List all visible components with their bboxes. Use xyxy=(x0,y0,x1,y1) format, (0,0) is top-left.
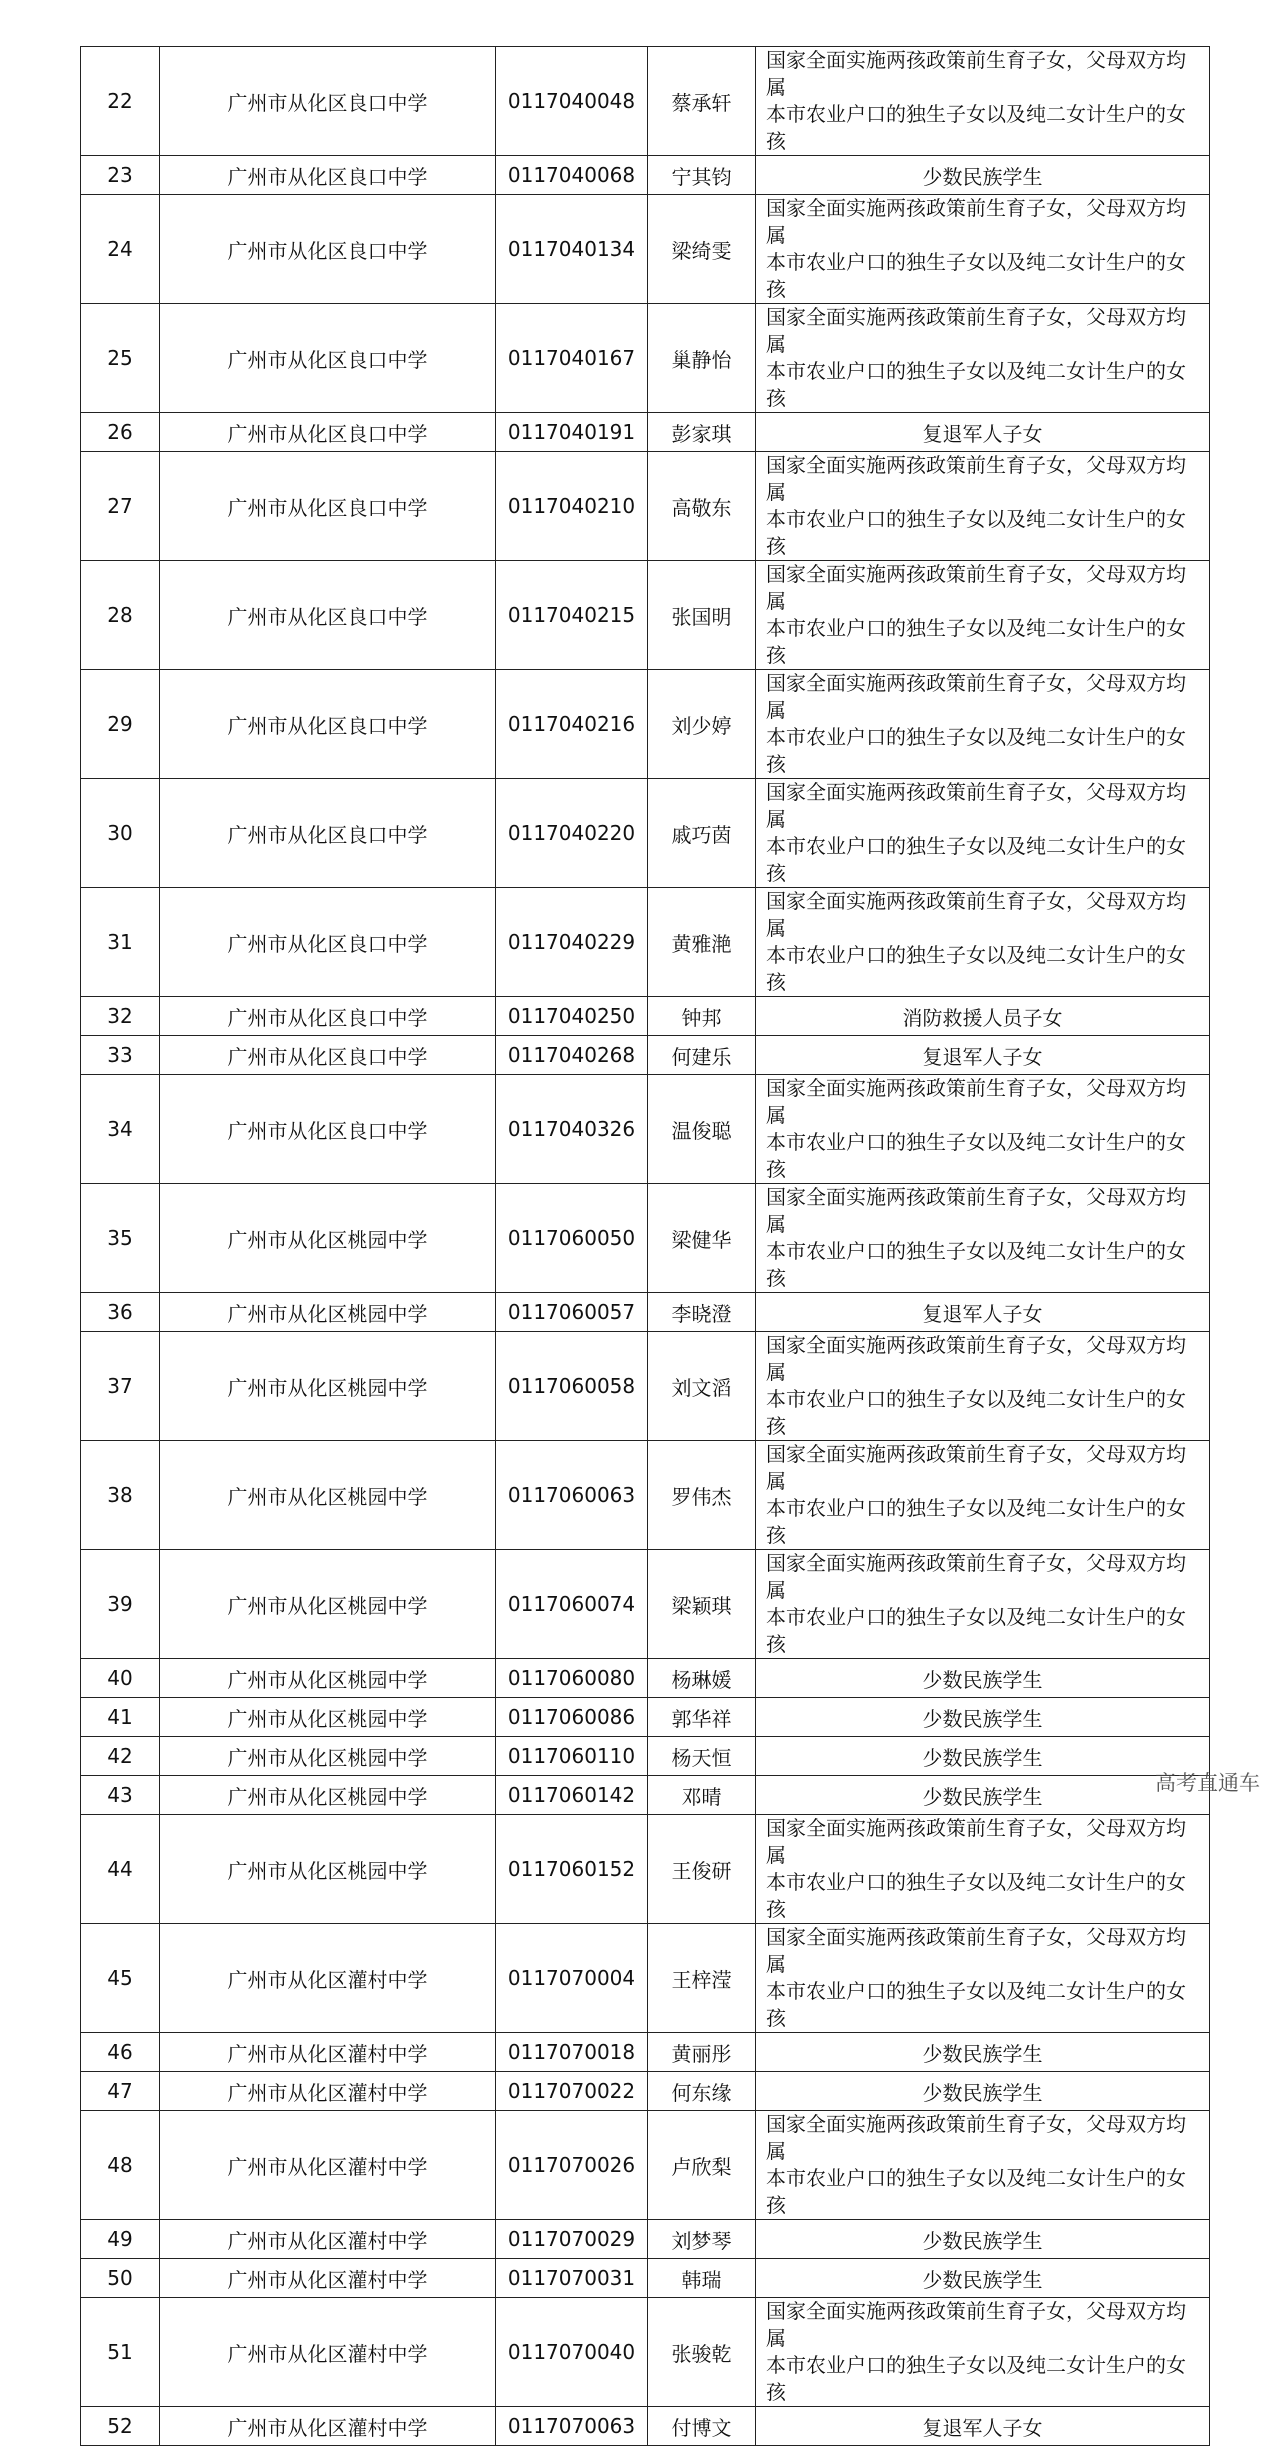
row-number: 38 xyxy=(81,1441,160,1550)
school-name: 广州市从化区灌村中学 xyxy=(160,1924,496,2033)
student-name: 郭华祥 xyxy=(648,1698,756,1737)
row-number: 51 xyxy=(81,2298,160,2407)
row-number: 50 xyxy=(81,2259,160,2298)
school-name: 广州市从化区桃园中学 xyxy=(160,1184,496,1293)
student-name: 巢静怡 xyxy=(648,304,756,413)
row-number: 29 xyxy=(81,670,160,779)
policy-note: 少数民族学生 xyxy=(756,2072,1210,2111)
row-number: 30 xyxy=(81,779,160,888)
policy-note: 少数民族学生 xyxy=(756,2220,1210,2259)
school-name: 广州市从化区良口中学 xyxy=(160,47,496,156)
exam-id: 0117060152 xyxy=(496,1815,648,1924)
policy-note: 少数民族学生 xyxy=(756,1698,1210,1737)
student-name: 宁其钧 xyxy=(648,156,756,195)
table-row xyxy=(81,304,1210,413)
row-number: 26 xyxy=(81,413,160,452)
school-name: 广州市从化区桃园中学 xyxy=(160,1776,496,1815)
policy-note: 国家全面实施两孩政策前生育子女，父母双方均属 本市农业户口的独生子女以及纯二女计生户的女孩 xyxy=(756,1815,1210,1924)
student-name: 卢欣梨 xyxy=(648,2111,756,2220)
exam-id: 0117060057 xyxy=(496,1293,648,1332)
student-name: 何东缘 xyxy=(648,2072,756,2111)
table-row xyxy=(81,47,1210,156)
policy-note: 复退军人子女 xyxy=(756,413,1210,452)
exam-id: 0117070029 xyxy=(496,2220,648,2259)
student-name: 杨天恒 xyxy=(648,1737,756,1776)
row-number: 34 xyxy=(81,1075,160,1184)
policy-note: 国家全面实施两孩政策前生育子女，父母双方均属 本市农业户口的独生子女以及纯二女计生户的女孩 xyxy=(756,2298,1210,2407)
table-row xyxy=(81,2259,1210,2298)
row-number: 52 xyxy=(81,2407,160,2446)
row-number: 41 xyxy=(81,1698,160,1737)
student-name: 刘文滔 xyxy=(648,1332,756,1441)
exam-id: 0117040215 xyxy=(496,561,648,670)
exam-id: 0117070004 xyxy=(496,1924,648,2033)
school-name: 广州市从化区良口中学 xyxy=(160,888,496,997)
exam-id: 0117070063 xyxy=(496,2407,648,2446)
policy-note: 国家全面实施两孩政策前生育子女，父母双方均属 本市农业户口的独生子女以及纯二女计生户的女孩 xyxy=(756,888,1210,997)
student-name: 戚巧茵 xyxy=(648,779,756,888)
school-name: 广州市从化区良口中学 xyxy=(160,413,496,452)
school-name: 广州市从化区桃园中学 xyxy=(160,1550,496,1659)
policy-note: 国家全面实施两孩政策前生育子女，父母双方均属 本市农业户口的独生子女以及纯二女计生户的女孩 xyxy=(756,47,1210,156)
policy-note: 国家全面实施两孩政策前生育子女，父母双方均属 本市农业户口的独生子女以及纯二女计生户的女孩 xyxy=(756,670,1210,779)
table-row xyxy=(81,2220,1210,2259)
policy-note: 复退军人子女 xyxy=(756,1036,1210,1075)
table-row xyxy=(81,1698,1210,1737)
exam-id: 0117060058 xyxy=(496,1332,648,1441)
school-name: 广州市从化区灌村中学 xyxy=(160,2407,496,2446)
school-name: 广州市从化区良口中学 xyxy=(160,1075,496,1184)
exam-id: 0117060050 xyxy=(496,1184,648,1293)
policy-note: 国家全面实施两孩政策前生育子女，父母双方均属 本市农业户口的独生子女以及纯二女计生户的女孩 xyxy=(756,452,1210,561)
table-row xyxy=(81,1815,1210,1924)
policy-note: 国家全面实施两孩政策前生育子女，父母双方均属 本市农业户口的独生子女以及纯二女计生户的女孩 xyxy=(756,1550,1210,1659)
exam-id: 0117040167 xyxy=(496,304,648,413)
student-name: 梁绮雯 xyxy=(648,195,756,304)
student-name: 张骏乾 xyxy=(648,2298,756,2407)
school-name: 广州市从化区桃园中学 xyxy=(160,1332,496,1441)
student-name: 李晓澄 xyxy=(648,1293,756,1332)
row-number: 39 xyxy=(81,1550,160,1659)
policy-note: 国家全面实施两孩政策前生育子女，父母双方均属 本市农业户口的独生子女以及纯二女计生户的女孩 xyxy=(756,561,1210,670)
student-name: 王俊研 xyxy=(648,1815,756,1924)
student-name: 高敬东 xyxy=(648,452,756,561)
row-number: 49 xyxy=(81,2220,160,2259)
student-name: 黄丽彤 xyxy=(648,2033,756,2072)
school-name: 广州市从化区良口中学 xyxy=(160,779,496,888)
exam-id: 0117040220 xyxy=(496,779,648,888)
student-name: 蔡承轩 xyxy=(648,47,756,156)
policy-note: 少数民族学生 xyxy=(756,1659,1210,1698)
policy-note: 国家全面实施两孩政策前生育子女，父母双方均属 本市农业户口的独生子女以及纯二女计生户的女孩 xyxy=(756,2111,1210,2220)
row-number: 44 xyxy=(81,1815,160,1924)
table-row xyxy=(81,1659,1210,1698)
school-name: 广州市从化区桃园中学 xyxy=(160,1737,496,1776)
school-name: 广州市从化区良口中学 xyxy=(160,195,496,304)
policy-note: 复退军人子女 xyxy=(756,2407,1210,2446)
table-row xyxy=(81,1075,1210,1184)
student-name: 杨琳媛 xyxy=(648,1659,756,1698)
exam-id: 0117070026 xyxy=(496,2111,648,2220)
policy-note: 少数民族学生 xyxy=(756,1776,1210,1815)
school-name: 广州市从化区灌村中学 xyxy=(160,2220,496,2259)
student-name: 彭家琪 xyxy=(648,413,756,452)
school-name: 广州市从化区良口中学 xyxy=(160,452,496,561)
school-name: 广州市从化区良口中学 xyxy=(160,670,496,779)
student-list-table xyxy=(80,46,1210,2446)
school-name: 广州市从化区良口中学 xyxy=(160,1036,496,1075)
student-name: 付博文 xyxy=(648,2407,756,2446)
table-row xyxy=(81,561,1210,670)
exam-id: 0117070018 xyxy=(496,2033,648,2072)
row-number: 48 xyxy=(81,2111,160,2220)
table-row xyxy=(81,452,1210,561)
exam-id: 0117070022 xyxy=(496,2072,648,2111)
exam-id: 0117040268 xyxy=(496,1036,648,1075)
student-name: 王梓滢 xyxy=(648,1924,756,2033)
student-name: 黄雅滟 xyxy=(648,888,756,997)
table-row xyxy=(81,997,1210,1036)
student-name: 梁健华 xyxy=(648,1184,756,1293)
exam-id: 0117070031 xyxy=(496,2259,648,2298)
table-row xyxy=(81,2111,1210,2220)
table-row xyxy=(81,1737,1210,1776)
row-number: 42 xyxy=(81,1737,160,1776)
exam-id: 0117040210 xyxy=(496,452,648,561)
row-number: 28 xyxy=(81,561,160,670)
table-row xyxy=(81,1036,1210,1075)
policy-note: 国家全面实施两孩政策前生育子女，父母双方均属 本市农业户口的独生子女以及纯二女计生户的女孩 xyxy=(756,1924,1210,2033)
table-row xyxy=(81,1924,1210,2033)
school-name: 广州市从化区灌村中学 xyxy=(160,2033,496,2072)
exam-id: 0117060080 xyxy=(496,1659,648,1698)
row-number: 40 xyxy=(81,1659,160,1698)
exam-id: 0117060074 xyxy=(496,1550,648,1659)
policy-note: 国家全面实施两孩政策前生育子女，父母双方均属 本市农业户口的独生子女以及纯二女计生户的女孩 xyxy=(756,1441,1210,1550)
table-row xyxy=(81,1184,1210,1293)
student-name: 韩瑞 xyxy=(648,2259,756,2298)
policy-note: 少数民族学生 xyxy=(756,1737,1210,1776)
table-row xyxy=(81,1441,1210,1550)
table-row xyxy=(81,195,1210,304)
exam-id: 0117060110 xyxy=(496,1737,648,1776)
school-name: 广州市从化区灌村中学 xyxy=(160,2259,496,2298)
row-number: 47 xyxy=(81,2072,160,2111)
student-name: 温俊聪 xyxy=(648,1075,756,1184)
row-number: 45 xyxy=(81,1924,160,2033)
policy-note: 消防救援人员子女 xyxy=(756,997,1210,1036)
student-name: 邓晴 xyxy=(648,1776,756,1815)
table-row xyxy=(81,2298,1210,2407)
school-name: 广州市从化区桃园中学 xyxy=(160,1659,496,1698)
school-name: 广州市从化区良口中学 xyxy=(160,156,496,195)
watermark: 高考直通车 xyxy=(1155,1771,1260,1795)
policy-note: 少数民族学生 xyxy=(756,2259,1210,2298)
table-row xyxy=(81,156,1210,195)
school-name: 广州市从化区良口中学 xyxy=(160,997,496,1036)
school-name: 广州市从化区桃园中学 xyxy=(160,1698,496,1737)
row-number: 31 xyxy=(81,888,160,997)
exam-id: 0117040216 xyxy=(496,670,648,779)
row-number: 23 xyxy=(81,156,160,195)
school-name: 广州市从化区桃园中学 xyxy=(160,1815,496,1924)
exam-id: 0117040134 xyxy=(496,195,648,304)
exam-id: 0117040068 xyxy=(496,156,648,195)
exam-id: 0117060142 xyxy=(496,1776,648,1815)
row-number: 25 xyxy=(81,304,160,413)
table-row xyxy=(81,1776,1210,1815)
table-row xyxy=(81,779,1210,888)
school-name: 广州市从化区桃园中学 xyxy=(160,1441,496,1550)
school-name: 广州市从化区良口中学 xyxy=(160,561,496,670)
table-row xyxy=(81,2407,1210,2446)
row-number: 37 xyxy=(81,1332,160,1441)
student-name: 张国明 xyxy=(648,561,756,670)
student-name: 梁颖琪 xyxy=(648,1550,756,1659)
exam-id: 0117040048 xyxy=(496,47,648,156)
student-name: 钟邦 xyxy=(648,997,756,1036)
policy-note: 国家全面实施两孩政策前生育子女，父母双方均属 本市农业户口的独生子女以及纯二女计生户的女孩 xyxy=(756,1075,1210,1184)
table-row xyxy=(81,1550,1210,1659)
row-number: 43 xyxy=(81,1776,160,1815)
exam-id: 0117070040 xyxy=(496,2298,648,2407)
policy-note: 国家全面实施两孩政策前生育子女，父母双方均属 本市农业户口的独生子女以及纯二女计生户的女孩 xyxy=(756,304,1210,413)
table-body xyxy=(81,47,1210,2446)
policy-note: 国家全面实施两孩政策前生育子女，父母双方均属 本市农业户口的独生子女以及纯二女计生户的女孩 xyxy=(756,1184,1210,1293)
student-name: 刘少婷 xyxy=(648,670,756,779)
policy-note: 国家全面实施两孩政策前生育子女，父母双方均属 本市农业户口的独生子女以及纯二女计生户的女孩 xyxy=(756,1332,1210,1441)
student-name: 罗伟杰 xyxy=(648,1441,756,1550)
school-name: 广州市从化区良口中学 xyxy=(160,304,496,413)
exam-id: 0117040191 xyxy=(496,413,648,452)
exam-id: 0117040326 xyxy=(496,1075,648,1184)
row-number: 24 xyxy=(81,195,160,304)
policy-note: 国家全面实施两孩政策前生育子女，父母双方均属 本市农业户口的独生子女以及纯二女计生户的女孩 xyxy=(756,779,1210,888)
exam-id: 0117040229 xyxy=(496,888,648,997)
table-row xyxy=(81,1293,1210,1332)
table-row xyxy=(81,2033,1210,2072)
table-row xyxy=(81,1332,1210,1441)
table-row xyxy=(81,2072,1210,2111)
policy-note: 国家全面实施两孩政策前生育子女，父母双方均属 本市农业户口的独生子女以及纯二女计生户的女孩 xyxy=(756,195,1210,304)
student-name: 刘梦琴 xyxy=(648,2220,756,2259)
row-number: 32 xyxy=(81,997,160,1036)
school-name: 广州市从化区灌村中学 xyxy=(160,2072,496,2111)
school-name: 广州市从化区灌村中学 xyxy=(160,2111,496,2220)
exam-id: 0117060063 xyxy=(496,1441,648,1550)
policy-note: 少数民族学生 xyxy=(756,156,1210,195)
row-number: 22 xyxy=(81,47,160,156)
policy-note: 少数民族学生 xyxy=(756,2033,1210,2072)
school-name: 广州市从化区灌村中学 xyxy=(160,2298,496,2407)
row-number: 35 xyxy=(81,1184,160,1293)
exam-id: 0117060086 xyxy=(496,1698,648,1737)
school-name: 广州市从化区桃园中学 xyxy=(160,1293,496,1332)
table-row xyxy=(81,413,1210,452)
policy-note: 复退军人子女 xyxy=(756,1293,1210,1332)
row-number: 36 xyxy=(81,1293,160,1332)
row-number: 46 xyxy=(81,2033,160,2072)
table-row xyxy=(81,670,1210,779)
exam-id: 0117040250 xyxy=(496,997,648,1036)
table-row xyxy=(81,888,1210,997)
row-number: 33 xyxy=(81,1036,160,1075)
student-name: 何建乐 xyxy=(648,1036,756,1075)
row-number: 27 xyxy=(81,452,160,561)
